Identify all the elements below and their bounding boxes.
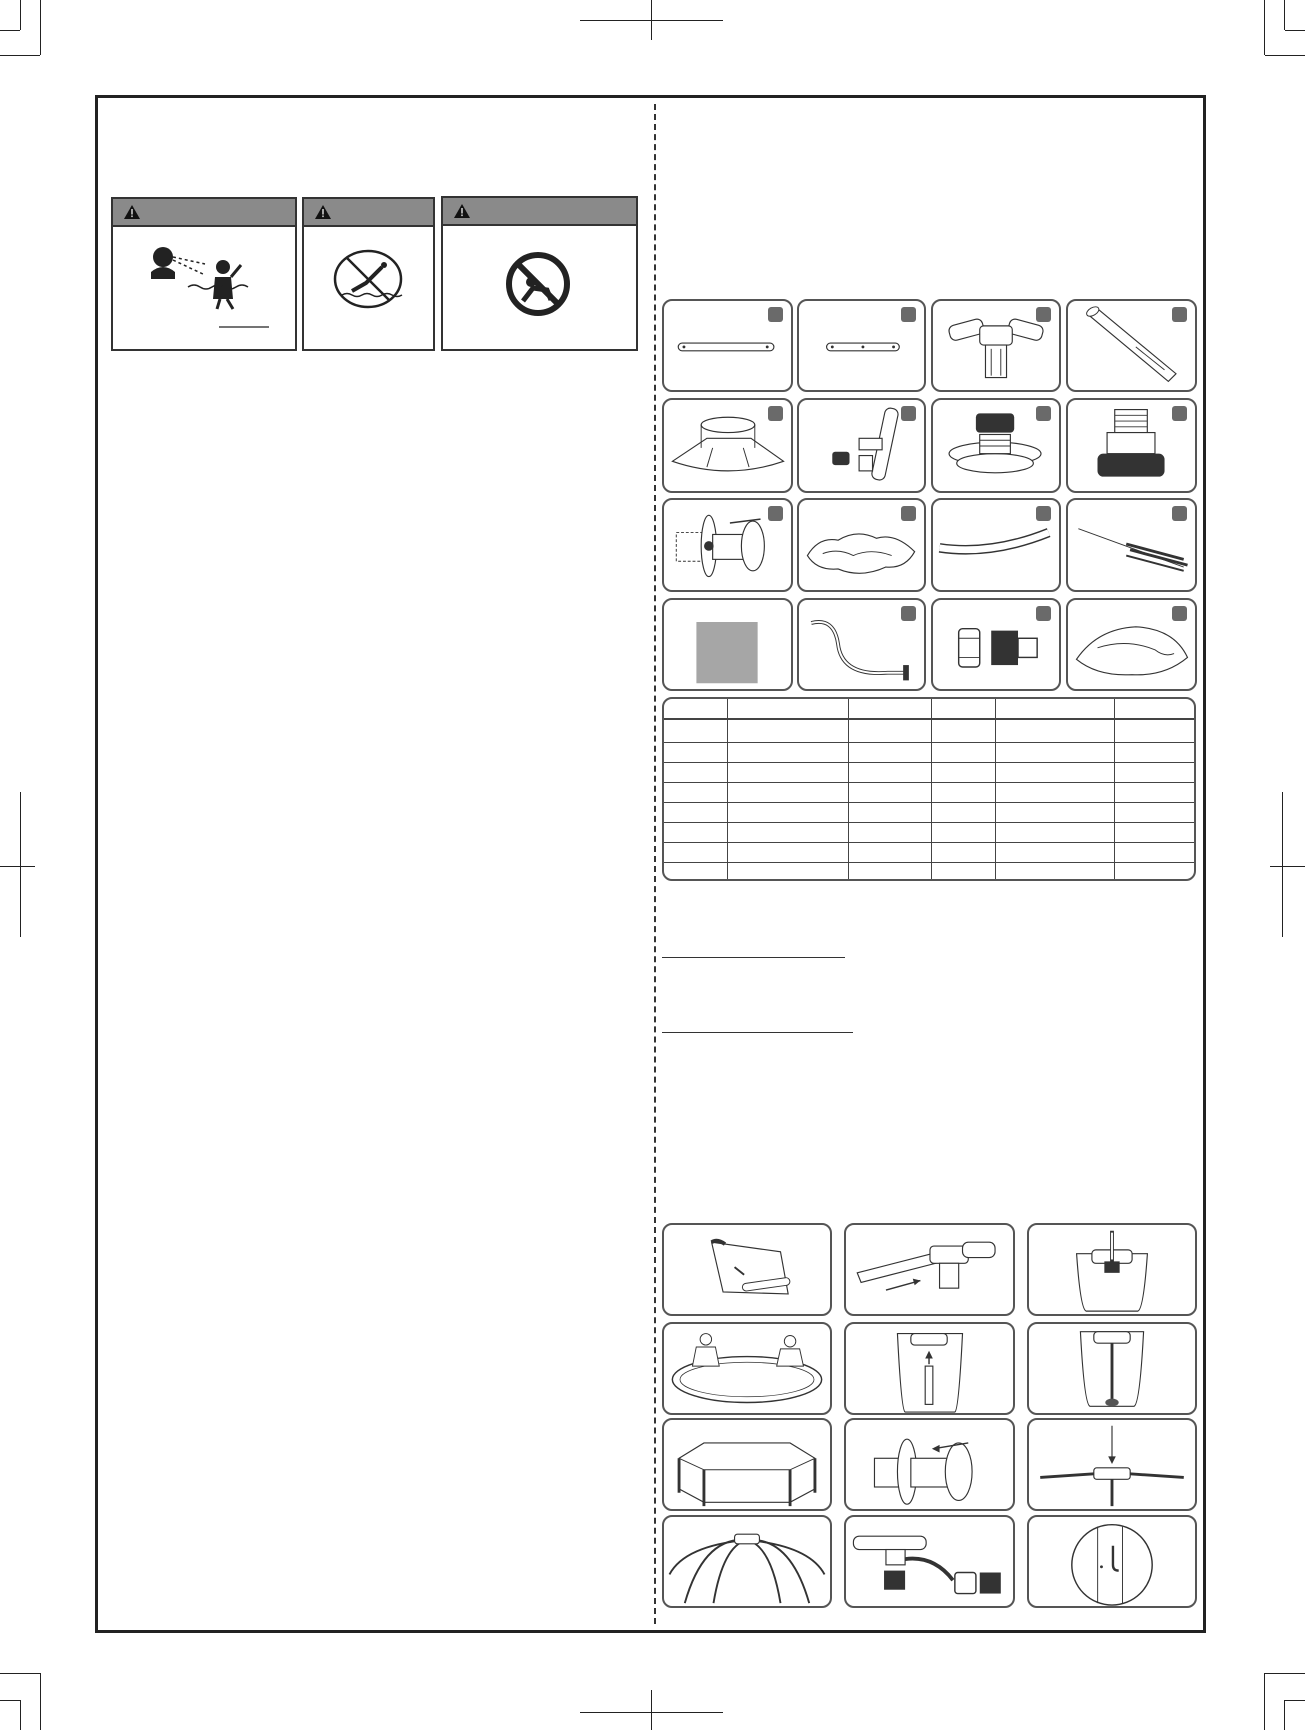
table-cell — [931, 842, 995, 862]
table-cell — [995, 742, 1114, 762]
table-cell — [848, 719, 931, 742]
part-tile — [931, 598, 1061, 691]
table-cell — [664, 699, 727, 719]
assembly-step — [844, 1515, 1015, 1608]
table-cell — [664, 719, 727, 742]
strainer-install-icon — [846, 1420, 1013, 1509]
pin-insert-icon — [1029, 1420, 1195, 1509]
part-tile — [662, 398, 793, 493]
table-cell — [727, 782, 848, 802]
table-cell — [995, 842, 1114, 862]
warning-panel-supervision — [111, 197, 297, 351]
no-diving-icon — [304, 227, 433, 349]
table-cell — [727, 699, 848, 719]
horizontal-beam-icon — [664, 301, 791, 390]
table-cell — [664, 802, 727, 822]
table-cell — [848, 862, 931, 879]
table-cell — [664, 782, 727, 802]
part-tile — [1066, 299, 1197, 392]
table-cell — [995, 862, 1114, 879]
vertical-leg-icon — [1068, 301, 1195, 390]
table-cell — [995, 719, 1114, 742]
table-cell — [1114, 822, 1194, 842]
t-joint-icon — [933, 301, 1059, 390]
table-cell — [727, 842, 848, 862]
pool-cover-icon — [1068, 600, 1195, 689]
table-cell — [995, 802, 1114, 822]
table-cell — [931, 862, 995, 879]
part-tile — [797, 299, 926, 392]
part-tile — [931, 299, 1061, 392]
table-cell — [664, 862, 727, 879]
table-cell — [664, 842, 727, 862]
warning-header — [443, 198, 636, 226]
table-cell — [995, 782, 1114, 802]
joint-on-sleeve-icon — [1029, 1225, 1195, 1314]
spare-part-swatch-icon — [664, 600, 791, 689]
valve-hose-connect-icon — [846, 1517, 1013, 1606]
table-cell — [931, 782, 995, 802]
table-cell — [664, 822, 727, 842]
table-row — [664, 719, 1194, 742]
part-tile — [797, 598, 926, 691]
table-cell — [727, 802, 848, 822]
warning-header — [113, 199, 295, 227]
table-cell — [1114, 699, 1194, 719]
hose-icon — [933, 500, 1059, 590]
table-cell — [1114, 802, 1194, 822]
table-cell — [1114, 762, 1194, 782]
horizontal-beam-icon — [799, 301, 924, 390]
assembly-step — [662, 1515, 832, 1608]
table-cell — [848, 762, 931, 782]
table-row — [664, 782, 1194, 802]
table-row — [664, 742, 1194, 762]
table-cell — [931, 742, 995, 762]
repair-patch-icon — [1068, 500, 1195, 590]
table-row — [664, 699, 1194, 719]
insert-leg-icon — [846, 1324, 1013, 1413]
leg-cap-icon — [664, 400, 791, 491]
drain-hose-icon — [799, 600, 924, 689]
part-tile — [662, 598, 793, 691]
ground-cloth-icon — [799, 500, 924, 590]
table-cell — [1114, 782, 1194, 802]
no-climbing-icon — [443, 226, 636, 349]
table-cell — [727, 762, 848, 782]
section-heading-underline — [662, 1032, 853, 1033]
table-cell — [848, 782, 931, 802]
assembly-step — [1027, 1322, 1197, 1415]
part-tile — [1066, 598, 1197, 691]
table-cell — [1114, 719, 1194, 742]
assembly-step — [844, 1322, 1015, 1415]
table-row — [664, 802, 1194, 822]
table-row — [664, 762, 1194, 782]
plunger-valve-icon — [799, 400, 924, 491]
warning-triangle-icon — [453, 203, 471, 219]
assembly-step — [662, 1418, 832, 1511]
drain-valve-icon — [933, 400, 1059, 491]
supervise-children-icon — [113, 227, 295, 349]
part-tile — [931, 398, 1061, 493]
part-tile — [931, 498, 1061, 592]
assembly-step — [1027, 1515, 1197, 1608]
warning-panel-no-climbing — [441, 196, 638, 351]
assembly-step — [1027, 1223, 1197, 1316]
warning-header — [304, 199, 433, 227]
flat-strainer-connector-icon — [664, 500, 791, 590]
hose-adapter-icon — [933, 600, 1059, 689]
table-row — [664, 822, 1194, 842]
table-cell — [848, 742, 931, 762]
warning-triangle-icon — [314, 204, 332, 220]
assembly-step — [662, 1322, 832, 1415]
assembly-step — [662, 1223, 832, 1316]
table-cell — [995, 699, 1114, 719]
table-cell — [848, 699, 931, 719]
table-cell — [931, 719, 995, 742]
table-cell — [664, 742, 727, 762]
part-tile — [662, 299, 793, 392]
table-cell — [995, 762, 1114, 782]
beam-into-joint-icon — [846, 1225, 1013, 1314]
part-tile — [1066, 498, 1197, 592]
leg-cap-install-icon — [1029, 1324, 1195, 1413]
table-cell — [727, 719, 848, 742]
part-tile — [662, 498, 793, 592]
strainer-connector-icon — [1068, 400, 1195, 491]
parts-table-body — [664, 699, 1194, 879]
assembly-step — [844, 1418, 1015, 1511]
table-cell — [931, 802, 995, 822]
table-cell — [848, 842, 931, 862]
section-heading-underline — [662, 957, 845, 958]
insert-beam-icon — [664, 1225, 830, 1314]
column-divider — [654, 104, 656, 1624]
table-cell — [995, 822, 1114, 842]
table-cell — [727, 862, 848, 879]
assembly-step — [844, 1223, 1015, 1316]
part-tile — [797, 498, 926, 592]
table-cell — [931, 762, 995, 782]
table-cell — [931, 699, 995, 719]
table-cell — [848, 802, 931, 822]
assembly-step — [1027, 1418, 1197, 1511]
table-cell — [727, 742, 848, 762]
table-row — [664, 842, 1194, 862]
warning-triangle-icon — [123, 204, 141, 220]
spread-liner-people-icon — [664, 1324, 830, 1413]
parts-table — [662, 697, 1196, 881]
table-row — [664, 862, 1194, 879]
table-cell — [664, 762, 727, 782]
assembled-pool-icon — [664, 1420, 830, 1509]
table-cell — [1114, 842, 1194, 862]
table-cell — [931, 822, 995, 842]
table-cell — [848, 822, 931, 842]
warning-panel-no-diving — [302, 197, 435, 351]
table-cell — [1114, 742, 1194, 762]
pin-detail-circle-icon — [1029, 1517, 1195, 1606]
table-cell — [1114, 862, 1194, 879]
frame-top-view-icon — [664, 1517, 830, 1606]
part-tile — [797, 398, 926, 493]
part-tile — [1066, 398, 1197, 493]
table-cell — [727, 822, 848, 842]
